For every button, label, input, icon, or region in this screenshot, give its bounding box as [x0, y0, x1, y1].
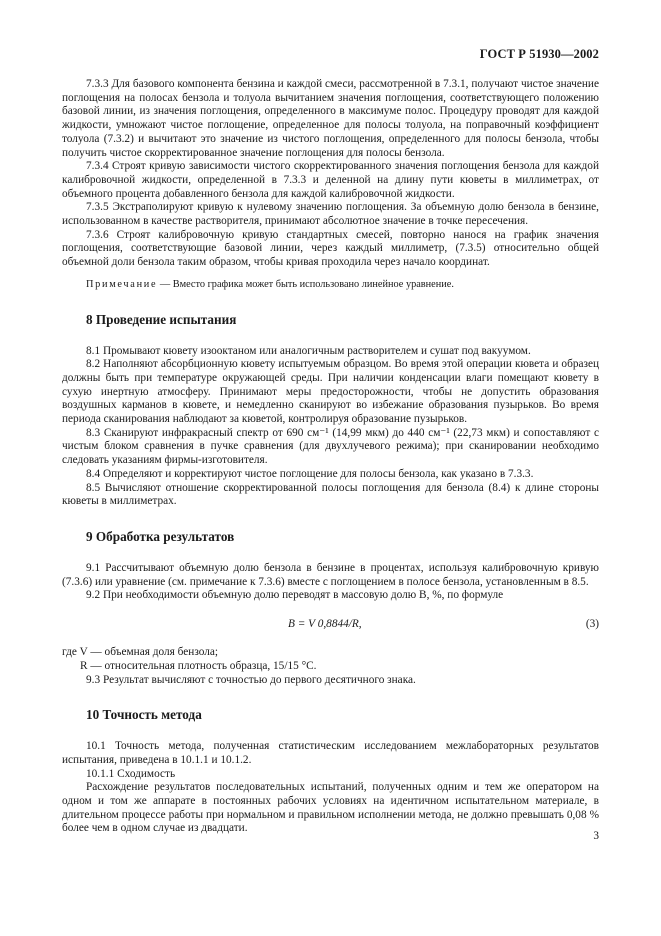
paragraph-9-3: 9.3 Результат вычисляют с точностью до первого десятичного знака. [86, 673, 416, 686]
paragraph-10-1-1-title: 10.1.1 Сходимость [86, 767, 176, 780]
formula: B = V 0,8844/R, [288, 618, 362, 631]
section-9-heading: 9 Обработка результатов [86, 528, 235, 544]
document-body [62, 78, 599, 836]
paragraph-7-3-5: 7.3.5 Экстраполируют кривую к нулевому значению поглощения. За объемную долю бензола в бензине, использованном в качестве растворителя, принимают абсолютное значение в точке пересечения. [62, 201, 599, 228]
page-number: 3 [593, 830, 599, 842]
paragraph-9-1: 9.1 Рассчитывают объемную долю бензола в бензине в процентах, используя калибровочную кривую (7.3.6) или уравнение (см. примечание к 7.3.6) вместе с поглощением в полосе бензола, установленным в 8.5. [62, 561, 599, 588]
document-header: ГОСТ Р 51930—2002 [479, 47, 599, 61]
paragraph-8-5: 8.5 Вычисляют отношение скорректированной полосы поглощения для бензола (8.4) к длине стороны кюветы в миллиметрах. [62, 481, 599, 508]
paragraph-7-3-3: 7.3.3 Для базового компонента бензина и каждой смеси, рассмотренной в 7.3.1, получают чистое значение поглощения на полосах бензола и толуола вычитанием значения поглощения, соответствующего положению базовой линии, из значения поглощения, определенного в максимуме полос. Процедуру проводят для каждой жидкости, умножают чистое поглощение, определенное для полосы толуола, на поправочный коэффициент толуола (7.3.2) и вычитают это значение из чистого поглощения, определенного для полосы бензола, чтобы получить чистое скорректированное значение поглощения для полосы бензола. [62, 78, 599, 159]
paragraph-8-3: 8.3 Сканируют инфракрасный спектр от 690 см⁻¹ (14,99 мкм) до 440 см⁻¹ (22,73 мкм) и сопоставляют с чистым блоком сравнения в пучке сравнения (для двухлучевого режима); при сканировании необходимо следовать указаниям фирмы-изготовителя. [62, 426, 599, 467]
paragraph-7-3-6: 7.3.6 Строят калибровочную кривую стандартных смесей, повторно нанося на график значения поглощения, соответствующие базовой линии, через каждый миллиметр, (7.3.5) относительно общей объемной доли бензола таким образом, чтобы кривая проходила через начало координат. [62, 228, 599, 269]
formula-row [62, 618, 599, 634]
note-text: — Вместо графика может быть использовано линейное уравнение. [157, 278, 454, 290]
formula-number: (3) [585, 618, 599, 631]
section-8-heading: 8 Проведение испытания [86, 311, 237, 327]
paragraph-10-1-1-text: Расхождение результатов последовательных испытаний, полученных одним и тем же оператором на одном и том же аппарате в постоянных рабочих условиях на идентичном испытательном материале, в длительном процессе работы при нормальном и правильном исполнении метода, не должно превышать 0,08 % более чем в одном случае из двадцати. [62, 781, 599, 835]
paragraph-8-2: 8.2 Наполняют абсорбционную кювету испытуемым образцом. Во время этой операции кювета и образец должны быть при температуре окружающей среды. При наличии конденсации влаги помещают кювету в сухую инертную атмосферу. Принимают меры предосторожности, чтобы не допустить образования воздушных карманов в кювете, и немедленно сканируют во избежание образования пузырьков. Во время периода сканирования наблюдают за кюветой, контролируя образование пузырьков. [62, 358, 599, 426]
note-label: Примечание [86, 278, 158, 290]
paragraph-9-2: 9.2 При необходимости объемную долю переводят в массовую долю B, %, по формуле [86, 589, 504, 602]
legend-v: где V — объемная доля бензола; [62, 646, 219, 659]
paragraph-10-1: 10.1 Точность метода, полученная статистическим исследованием межлабораторных результатов испытания, приведена в 10.1.1 и 10.1.2. [62, 740, 599, 766]
paragraph-7-3-4: 7.3.4 Строят кривую зависимости чистого скорректированного значения поглощения бензола для каждой калибровочной жидкости, определенной в 7.3.3 и деленной на длину пути кюветы в миллиметрах, от объемного процента добавленного бензола для каждой калибровочной жидкости. [62, 160, 599, 200]
legend-r: R — относительная плотность образца, 15/15 °С. [80, 659, 317, 672]
note [62, 278, 599, 292]
section-10-heading: 10 Точность метода [86, 707, 202, 723]
formula-legend [62, 646, 599, 673]
paragraph-8-1: 8.1 Промывают кювету изооктаном или аналогичным растворителем и сушат под вакуумом. [86, 344, 531, 357]
paragraph-8-4: 8.4 Определяют и корректируют чистое поглощение для полосы бензола, как указано в 7.3.3. [86, 467, 534, 480]
